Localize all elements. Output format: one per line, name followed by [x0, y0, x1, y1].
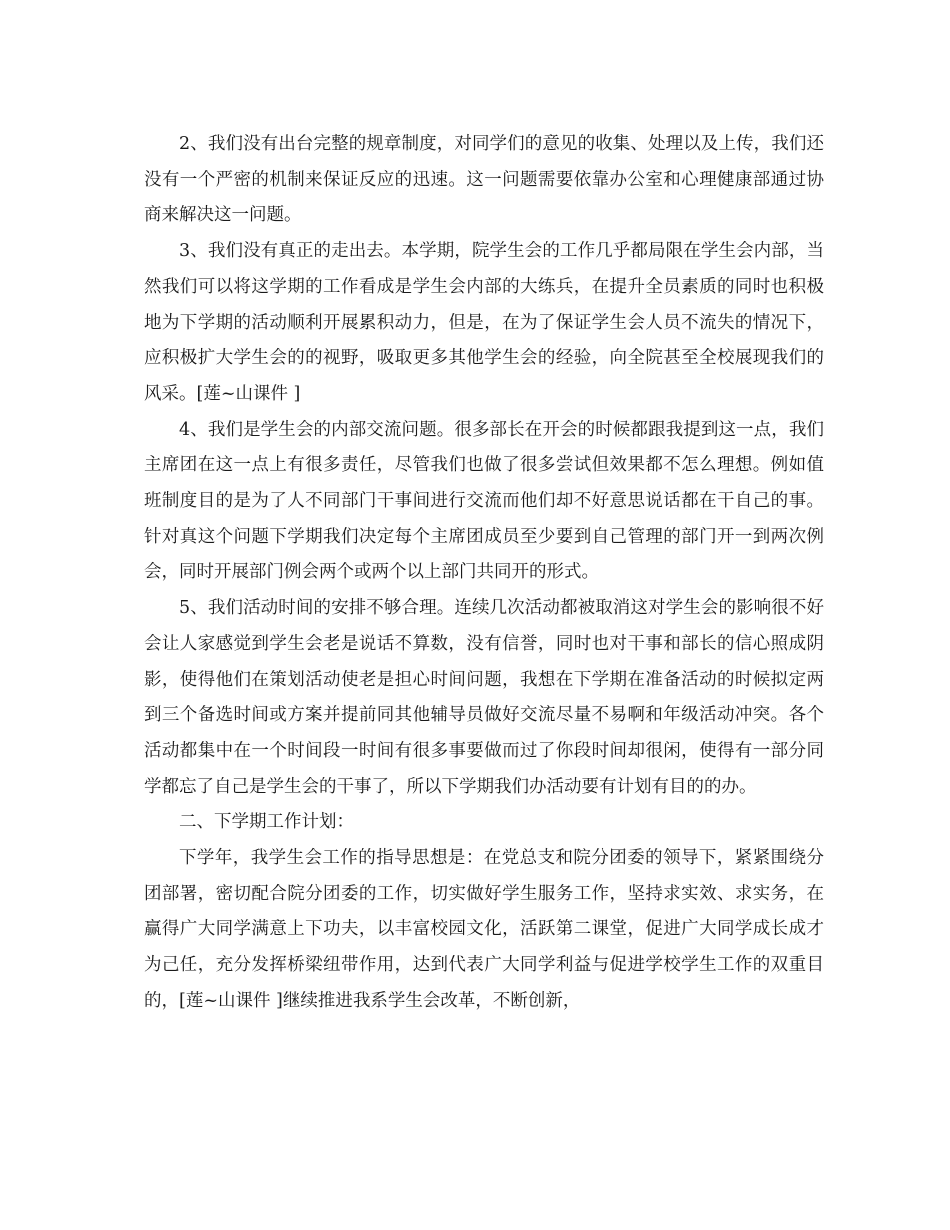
- paragraph-next-term: 下学年，我学生会工作的指导思想是：在党总支和院分团委的领导下，紧紧围绕分团部署，密切配合院分团委的工作，切实做好学生服务工作，坚持求实效、求实务，在赢得广大同学满意上下功夫，以丰富校园文化，活跃第二课堂，促进广大同学成长成才为己任，充分发挥桥梁纽带作用，达到代表广大同学利益与促进学校学生工作的双重目的，[莲~山课件 ]继续推进我系学生会改革，不断创新，: [144, 848, 824, 1011]
- paragraph-3: 3、我们没有真正的走出去。本学期，院学生会的工作几乎都局限在学生会内部，当然我们可以将这学期的工作看成是学生会内部的大练兵，在提升全员素质的同时也积极地为下学期的活动顺利开展累积动力，但是，在为了保证学生会人员不流失的情况下，应积极扩大学生会的的视野，吸取更多其他学生会的经验，向全院甚至全校展现我们的风采。[莲~山课件 ]: [144, 241, 824, 404]
- section-heading-next-term-plan: 二、下学期工作计划：: [179, 812, 354, 833]
- paragraph-5: 5、我们活动时间的安排不够合理。连续几次活动都被取消这对学生会的影响很不好会让人家感觉到学生会老是说话不算数，没有信誉，同时也对干事和部长的信心照成阴影，使得他们在策划活动使老是担心时间问题，我想在下学期在准备活动的时候拟定两到三个备选时间或方案并提前同其他辅导员做好交流尽量不易啊和年级活动冲突。各个活动都集中在一个时间段一时间有很多事要做而过了你段时间却很闲，使得有一部分同学都忘了自己是学生会的干事了，所以下学期我们办活动要有计划有目的的办。: [144, 598, 824, 797]
- document-body: [144, 127, 824, 1020]
- paragraph-4: 4、我们是学生会的内部交流问题。很多部长在开会的时候都跟我提到这一点，我们主席团在这一点上有很多责任，尽管我们也做了很多尝试但效果都不怎么理想。例如值班制度目的是为了人不同部门干事间进行交流而他们却不好意思说话都在干自己的事。针对真这个问题下学期我们决定每个主席团成员至少要到自己管理的部门开一到两次例会，同时开展部门例会两个或两个以上部门共同开的形式。: [144, 419, 824, 583]
- paragraph-2: 2、我们没有出台完整的规章制度，对同学们的意见的收集、处理以及上传，我们还没有一个严密的机制来保证反应的迅速。这一问题需要依靠办公室和心理健康部通过协商来解决这一问题。: [144, 134, 824, 226]
